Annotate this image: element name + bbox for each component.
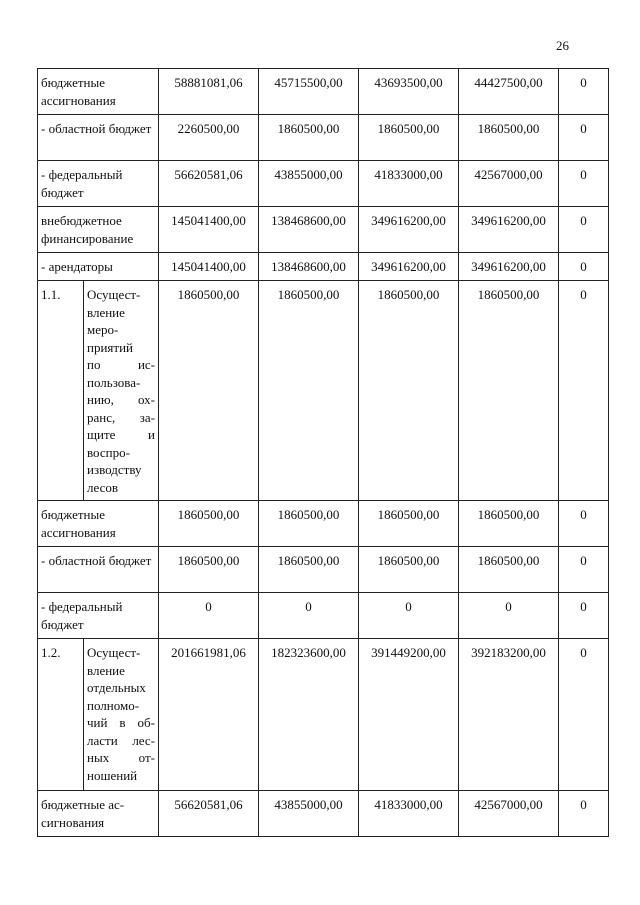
program-item-row	[38, 639, 609, 791]
funding-source-row	[38, 207, 609, 253]
amount-cell: 138468600,00	[259, 207, 359, 253]
item-name-line: по ис-	[87, 357, 156, 372]
amount-cell: 182323600,00	[259, 639, 359, 791]
item-name-line: пользова-	[87, 374, 141, 390]
amount-cell-last-year: 0	[559, 161, 609, 207]
amount-cell: 145041400,00	[159, 207, 259, 253]
funding-source-label-line: сигнования	[41, 814, 105, 830]
item-name-line: вление	[87, 304, 125, 320]
amount-cell: 43855000,00	[259, 791, 359, 837]
funding-source-label: бюджетные ассигнования	[38, 501, 159, 547]
item-name-line: ных от-	[87, 750, 156, 765]
amount-cell-last-year: 0	[559, 547, 609, 593]
funding-source-label: - федеральный бюджет	[38, 593, 159, 639]
funding-source-label: бюджетные ассигнования	[38, 69, 159, 115]
amount-cell: 41833000,00	[359, 161, 459, 207]
funding-source-label-line: бюджетные ас-	[41, 797, 125, 812]
amount-cell: 43693500,00	[359, 69, 459, 115]
funding-source-label: внебюджетное финансирование	[38, 207, 159, 253]
amount-cell-last-year: 0	[559, 253, 609, 281]
amount-cell: 1860500,00	[359, 115, 459, 161]
amount-cell: 56620581,06	[159, 161, 259, 207]
item-name	[84, 281, 159, 501]
funding-source-label: - арендаторы	[38, 253, 159, 281]
amount-cell: 58881081,06	[159, 69, 259, 115]
budget-table	[37, 68, 609, 837]
amount-cell: 201661981,06	[159, 639, 259, 791]
amount-cell: 1860500,00	[359, 547, 459, 593]
amount-cell: 0	[359, 593, 459, 639]
item-name	[84, 639, 159, 791]
item-name-line: Осущест-	[87, 287, 141, 302]
item-code: 1.1.	[38, 281, 84, 501]
amount-cell: 42567000,00	[459, 161, 559, 207]
funding-source-row	[38, 253, 609, 281]
amount-cell: 138468600,00	[259, 253, 359, 281]
amount-cell: 349616200,00	[359, 253, 459, 281]
amount-cell: 1860500,00	[259, 281, 359, 501]
funding-source-row	[38, 501, 609, 547]
amount-cell: 1860500,00	[159, 547, 259, 593]
item-name-line: приятий	[87, 339, 133, 355]
item-name-line: ласти лес-	[87, 732, 156, 748]
amount-cell-last-year: 0	[559, 281, 609, 501]
amount-cell: 1860500,00	[359, 281, 459, 501]
funding-source-row	[38, 547, 609, 593]
amount-cell: 1860500,00	[459, 281, 559, 501]
amount-cell-last-year: 0	[559, 115, 609, 161]
amount-cell: 349616200,00	[459, 253, 559, 281]
amount-cell-last-year: 0	[559, 501, 609, 547]
item-name-line: чий в об-	[87, 715, 156, 730]
program-item-row	[38, 281, 609, 501]
amount-cell: 45715500,00	[259, 69, 359, 115]
amount-cell: 2260500,00	[159, 115, 259, 161]
amount-cell: 41833000,00	[359, 791, 459, 837]
amount-cell: 1860500,00	[359, 501, 459, 547]
page-number: 26	[556, 38, 569, 53]
item-name-line: отдельных	[87, 680, 146, 695]
funding-source-label: - областной бюджет	[38, 115, 159, 161]
amount-cell-last-year: 0	[559, 593, 609, 639]
item-name-line: ношений	[87, 767, 138, 783]
amount-cell-last-year: 0	[559, 207, 609, 253]
amount-cell: 145041400,00	[159, 253, 259, 281]
amount-cell: 44427500,00	[459, 69, 559, 115]
item-name-line: изводству	[87, 462, 142, 477]
amount-cell: 349616200,00	[459, 207, 559, 253]
item-name-line: Осущест-	[87, 645, 141, 660]
funding-source-row	[38, 593, 609, 639]
amount-cell: 391449200,00	[359, 639, 459, 791]
item-name-line: полномо-	[87, 697, 140, 713]
funding-source-label	[38, 791, 159, 837]
amount-cell: 1860500,00	[459, 501, 559, 547]
item-name-line: нию, ох-	[87, 392, 156, 407]
funding-source-row	[38, 161, 609, 207]
amount-cell: 1860500,00	[459, 115, 559, 161]
amount-cell: 0	[459, 593, 559, 639]
funding-source-row	[38, 69, 609, 115]
funding-source-row	[38, 115, 609, 161]
funding-source-label: - областной бюджет	[38, 547, 159, 593]
funding-source-label: - федеральный бюджет	[38, 161, 159, 207]
item-name-line: щите и	[87, 427, 156, 442]
amount-cell: 1860500,00	[259, 115, 359, 161]
funding-source-row	[38, 791, 609, 837]
item-name-line: воспро-	[87, 444, 130, 460]
amount-cell: 0	[259, 593, 359, 639]
amount-cell: 349616200,00	[359, 207, 459, 253]
amount-cell: 43855000,00	[259, 161, 359, 207]
amount-cell: 392183200,00	[459, 639, 559, 791]
amount-cell: 1860500,00	[159, 281, 259, 501]
amount-cell: 1860500,00	[159, 501, 259, 547]
item-name-line: вление	[87, 662, 125, 678]
amount-cell-last-year: 0	[559, 791, 609, 837]
amount-cell: 56620581,06	[159, 791, 259, 837]
amount-cell: 1860500,00	[259, 547, 359, 593]
item-name-line: ранс, за-	[87, 409, 156, 425]
amount-cell: 0	[159, 593, 259, 639]
amount-cell-last-year: 0	[559, 69, 609, 115]
amount-cell: 42567000,00	[459, 791, 559, 837]
amount-cell-last-year: 0	[559, 639, 609, 791]
item-code: 1.2.	[38, 639, 84, 791]
item-name-line: лесов	[87, 479, 118, 495]
item-name-line: меро-	[87, 322, 119, 337]
amount-cell: 1860500,00	[459, 547, 559, 593]
amount-cell: 1860500,00	[259, 501, 359, 547]
